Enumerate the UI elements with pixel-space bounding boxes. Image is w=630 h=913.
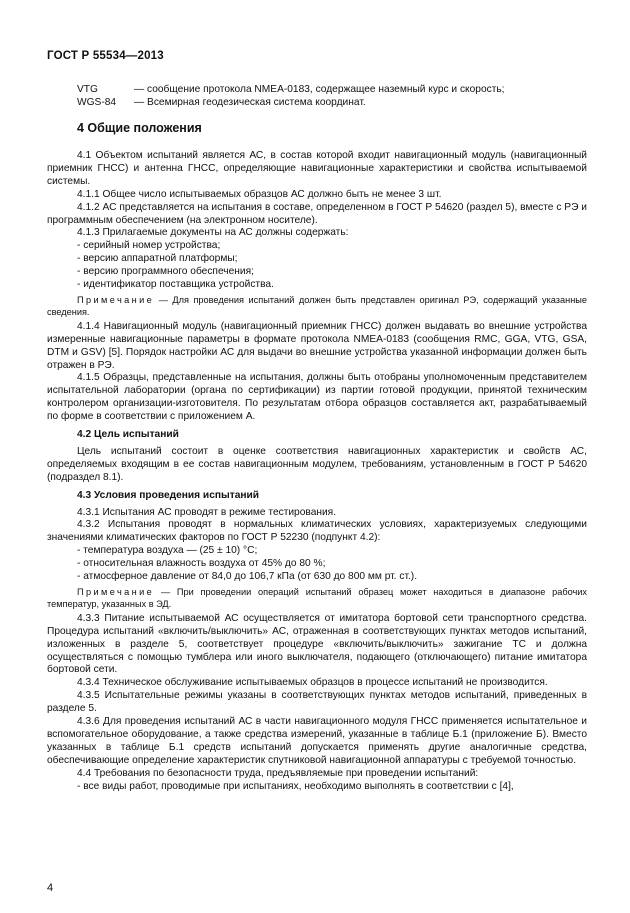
paragraph-4-1-1: 4.1.1 Общее число испытываемых образцов АС должно быть не менее 3 шт. — [77, 188, 442, 200]
paragraph-4-3-4: 4.3.4 Техническое обслуживание испытываемых образцов в процессе испытаний не производится. — [77, 677, 548, 689]
list-item: - температура воздуха — (25 ± 10) °С; — [77, 545, 258, 557]
subsection-title: 4.2 Цель испытаний — [77, 429, 179, 441]
section-title: 4 Общие положения — [77, 121, 202, 135]
paragraph-4-1-3: 4.1.3 Прилагаемые документы на АС должны содержать: — [77, 227, 349, 239]
paragraph-4-2: Цель испытаний состоит в оценке соответствия навигационных характеристик и свойств АС, определяемых входящим в ее состав навигационным модулем, требованиям, установленным в ГОСТ Р 54620 (подраздел 8.1). — [47, 445, 587, 483]
paragraph-4-1-2: 4.1.2 АС представляется на испытания в составе, определенном в ГОСТ Р 54620 (раздел 5), вместе с РЭ и программным обеспечением (на электронном носителе). — [47, 201, 587, 226]
abbreviation-row — [77, 96, 366, 109]
paragraph-4-4: 4.4 Требования по безопасности труда, предъявляемые при проведении испытаний: — [77, 767, 479, 779]
abbreviation-row — [77, 83, 505, 96]
abbreviation-definition: — сообщение протокола NMEA-0183, содержащее наземный курс и скорость; — [134, 84, 505, 95]
document-header: ГОСТ Р 55534—2013 — [47, 50, 164, 62]
paragraph-4-1-4: 4.1.4 Навигационный модуль (навигационный приемник ГНСС) должен выдавать во внешние устройства измеренные навигационные параметры в формате протокола NMEA-0183 (сообщения RMC, GGA, VTG, GSA, DTM и GSV) [5]. Порядок настройки АС для выдачи во внешние устройства указанной информации должен быть отражен в РЭ. — [47, 320, 587, 371]
abbreviation-term: VTG — [77, 84, 98, 95]
paragraph-4-3-5: 4.3.5 Испытательные режимы указаны в соответствующих пунктах методов испытаний, приведенных в разделе 5. — [47, 690, 587, 715]
note-label: Примечание — [77, 587, 155, 597]
document-body — [47, 150, 587, 794]
paragraph-4-3-1: 4.3.1 Испытания АС проводят в режиме тестирования. — [77, 506, 337, 518]
abbreviation-term: WGS-84 — [77, 97, 117, 108]
list-item: - относительная влажность воздуха от 45% до 80 %; — [77, 558, 326, 570]
paragraph-4-1: 4.1 Объектом испытаний является АС, в состав которой входит навигационный модуль (навигационный приемник ГНСС) и антенна ГНСС, определяющие навигационные характеристики и свойства испытываемой системы. — [47, 150, 587, 187]
subsection-title: 4.3 Условия проведения испытаний — [77, 489, 260, 501]
abbreviation-definition: — Всемирная геодезическая система координат. — [134, 97, 366, 108]
list-item: - серийный номер устройства; — [77, 240, 221, 252]
note-text: — При проведении операций испытаний образец может находиться в диапазоне рабочих температур, указанных в ЭД. — [47, 587, 587, 610]
paragraph-4-3-2: 4.3.2 Испытания проводят в нормальных климатических условиях, характеризуемых следующими значениями климатических факторов по ГОСТ Р 52230 (подпункт 4.2): — [47, 519, 587, 544]
note-text: — Для проведения испытаний должен быть представлен оригинал РЭ, содержащий указанные сведения. — [47, 294, 587, 318]
note-label: Примечание — [77, 294, 155, 305]
page-number: 4 — [47, 882, 54, 894]
list-item: - все виды работ, проводимые при испытаниях, необходимо выполнять в соответствии с [4], — [77, 780, 514, 792]
paragraph-4-3-6: 4.3.6 Для проведения испытаний АС в части навигационного модуля ГНСС применяется испытательное и вспомогательное оборудование, а также средства измерений, указанные в таблице Б.1 (приложение Б). Вместо указанных в таблице Б.1 средств испытаний допускается применять другие аналогичные средства, обеспечивающие определение характеристик спутниковой навигационной аппаратуры с требуемой точностью. — [47, 716, 587, 766]
note — [47, 586, 587, 611]
list-item: - версию программного обеспечения; — [77, 266, 254, 278]
paragraph-4-3-3: 4.3.3 Питание испытываемой АС осуществляется от имитатора бортовой сети транспортного средства. Процедура испытаний «включить/выключить» АС, отраженная в соответствующих пунктах методов испытаний, изложенных в разделе 5, соответствует процедуре «включить/выключить» зажигание ТС и должна осуществляться с помощью тумблера или иного выключателя, подающего (отключающего) питание имитатора бортовой сети. — [47, 612, 587, 676]
list-item: - идентификатор поставщика устройства. — [77, 279, 274, 291]
paragraph-4-1-5: 4.1.5 Образцы, представленные на испытания, должны быть отобраны уполномоченным представителем испытательной лаборатории (органа по сертификации) из партии готовой продукции, принятой техническим контролером организации-изготовителя. По результатам отбора образцов составляется акт, разрабатываемый по форме в соответствии с приложением А. — [47, 372, 587, 423]
list-item: - атмосферное давление от 84,0 до 106,7 кПа (от 630 до 800 мм рт. ст.). — [77, 571, 418, 583]
list-item: - версию аппаратной платформы; — [77, 253, 238, 265]
note — [47, 294, 587, 319]
